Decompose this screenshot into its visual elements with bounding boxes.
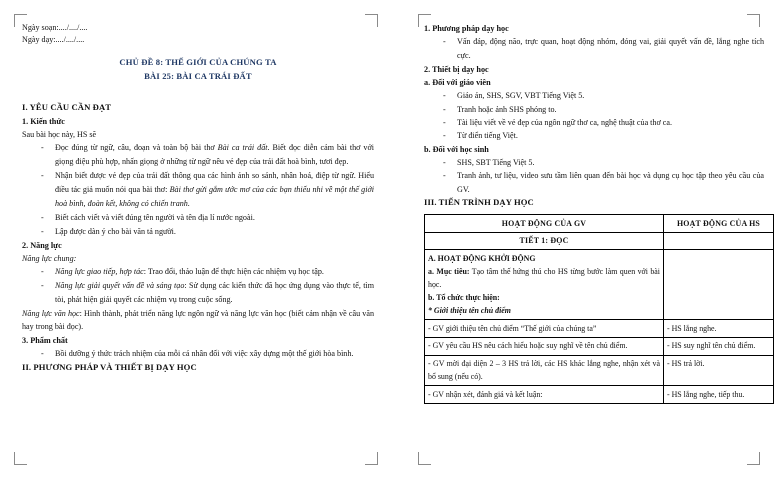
list-item: - Giáo án, SHS, SGV, VBT Tiếng Việt 5. (440, 89, 764, 102)
taught-date-line: Ngày dạy:..../..../.... (22, 35, 85, 45)
knowledge-intro: Sau bài học này, HS sẽ (22, 130, 97, 139)
list-item: - Năng lực giải quyết vấn đề và sáng tạo: Sử dụng các kiến thức đã học ứng dụng vào thực tế, tìm tòi, phát hiện giải quyết các nhiệm vụ trong cuộc sống. (38, 279, 374, 307)
heading-for-student: b. Đối với học sinh (424, 144, 489, 154)
list-item: - Vấn đáp, động não, trực quan, hoạt động nhóm, đóng vai, giải quyết vấn đề, lắng nghe tích cực. (440, 35, 764, 63)
table-cell-hs: - HS lắng nghe, tiếp thu. (664, 386, 774, 404)
table-header-gv: HOẠT ĐỘNG CỦA GV (425, 215, 664, 233)
table-cell-gv: - GV nhận xét, đánh giá và kết luận: (425, 386, 664, 404)
competency-general-list (22, 265, 374, 307)
table-cell-hs: - HS lắng nghe. (664, 320, 774, 338)
list-item: - Năng lực giao tiếp, hợp tác: Trao đổi, thảo luận để thực hiện các nhiệm vụ học tập. (38, 265, 374, 279)
table-header-hs: HOẠT ĐỘNG CỦA HS (664, 215, 774, 233)
competency-literary (22, 307, 374, 334)
table-cell-hs: - HS suy nghĩ tên chủ điểm. (664, 337, 774, 355)
heading-knowledge: 1. Kiến thức (22, 116, 65, 126)
table-row-period (425, 232, 774, 250)
student-equipment-list (424, 156, 764, 196)
list-item: - SHS, SBT Tiếng Việt 5. (440, 156, 764, 169)
crop-mark-bottom-right-page1 (365, 452, 378, 465)
table-row (425, 337, 774, 355)
teaching-methods-list (424, 35, 764, 63)
lesson-title-lesson: BÀI 25: BÀI CA TRÁI ĐẤT (144, 71, 252, 82)
table-row (425, 386, 774, 404)
page-column-left (22, 22, 374, 375)
competency-general-label: Năng lực chung: (22, 253, 77, 263)
teacher-equipment-list (424, 89, 764, 143)
heading-competency: 2. Năng lực (22, 240, 62, 250)
crop-mark-bottom-left-page1 (14, 452, 27, 465)
competency-literary-label: Năng lực văn học (22, 309, 80, 319)
heading-teaching-methods: 1. Phương pháp dạy học (424, 24, 509, 33)
lesson-title-theme: CHỦ ĐỀ 8: THẾ GIỚI CỦA CHÚNG TA (119, 57, 277, 68)
list-item: - Nhận biết được vẻ đẹp của trái đất thông qua các hình ảnh so sánh, nhân hoá, điệp từ ngữ. Hiểu điều tác giả muốn nói qua bài thơ: Bài thơ gửi gắm ước mơ của các bạn thiếu nhi về một thế giới hoà bình, đoàn kết, không có chiến tranh. (38, 169, 374, 211)
list-item: - Từ điển tiếng Việt. (440, 129, 764, 142)
activity-table-body (425, 215, 774, 404)
page-column-right (424, 22, 764, 404)
list-item: - Lập được dàn ý cho bài văn tả người. (38, 225, 374, 239)
table-row (425, 320, 774, 338)
table-cell-gv: A. HOẠT ĐỘNG KHỞI ĐỘNG a. Mục tiêu: Tạo tâm thế hứng thú cho HS từng bước làm quen với bài học. b. Tổ chức thực hiện: * Giới thiệu tên chủ điểm (425, 250, 664, 320)
qualities-list (22, 347, 374, 361)
table-row (425, 250, 774, 320)
table-cell-hs: - HS trả lời. (664, 355, 774, 386)
table-row (425, 355, 774, 386)
heading-for-teacher: a. Đối với giáo viên (424, 78, 491, 88)
list-item: - Biết cách viết và viết đúng tên người và tên địa lí nước ngoài. (38, 211, 374, 225)
table-cell-gv: - GV mời đại diện 2 – 3 HS trả lời, các HS khác lắng nghe, nhận xét và bổ sung (nếu có). (425, 355, 664, 386)
table-cell-gv: - GV giới thiệu tên chủ điểm “Thế giới của chúng ta” (425, 320, 664, 338)
heading-section-ii: II. PHƯƠNG PHÁP VÀ THIẾT BỊ DẠY HỌC (22, 361, 197, 372)
list-item: - Tranh ảnh, tư liệu, video sưu tầm liên quan đến bài học và dụng cụ học tập theo yêu cầu của GV. (440, 169, 764, 196)
list-item: - Đọc đúng từ ngữ, câu, đoạn và toàn bộ bài thơ Bài ca trái đất. Biết đọc diễn cảm bài thơ với giọng điệu phù hợp, nhấn giọng ở những từ ngữ nêu vẻ đẹp của trái đất hoà bình, tươi đẹp. (38, 141, 374, 169)
table-cell-gv: - GV yêu cầu HS nêu cách hiểu hoặc suy nghĩ về tên chủ điểm. (425, 337, 664, 355)
competency-literary-text: : Hình thành, phát triển năng lực ngôn ngữ và năng lực văn học (biết cảm nhận về câu văn hay trong bài đọc). (22, 309, 374, 332)
table-header-row (425, 215, 774, 233)
list-item: - Tranh hoặc ảnh SHS phóng to. (440, 103, 764, 116)
heading-section-iii: III. TIẾN TRÌNH DẠY HỌC (424, 197, 534, 208)
period-hs-empty (664, 232, 774, 250)
knowledge-list (22, 141, 374, 238)
heading-qualities: 3. Phẩm chất (22, 335, 68, 345)
table-cell-hs (664, 250, 774, 320)
lesson-title (22, 56, 374, 84)
crop-mark-bottom-right-page2 (747, 452, 760, 465)
heading-section-i: I. YÊU CẦU CẦN ĐẠT (22, 102, 112, 113)
heading-teaching-equipment: 2. Thiết bị dạy học (424, 64, 489, 74)
list-item: - Bồi dưỡng ý thức trách nhiệm của mỗi cá nhân đối với việc xây dựng một thế giới hòa bình. (38, 347, 374, 361)
list-item: - Tài liệu viết về vẻ đẹp của ngôn ngữ thơ ca, nghệ thuật của thơ ca. (440, 116, 764, 129)
period-label: TIẾT 1: ĐỌC (425, 232, 664, 250)
prepared-date-line: Ngày soạn:..../..../.... (22, 23, 88, 32)
crop-mark-bottom-left-page2 (418, 452, 431, 465)
lesson-activity-table (424, 214, 774, 404)
